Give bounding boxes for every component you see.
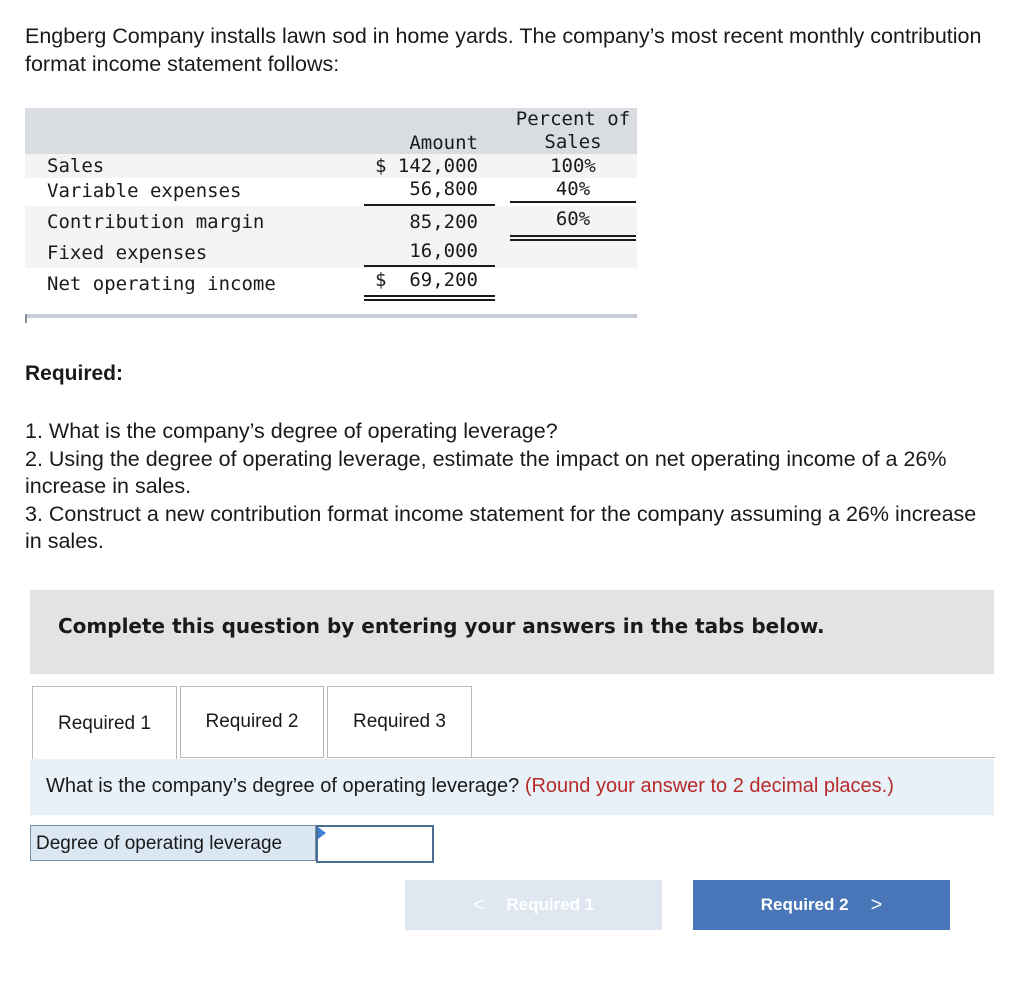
required-item-3: 3. Construct a new contribution format income statement for the company assuming a 26% increase in sales.	[25, 501, 977, 553]
next-button-label: Required 2	[760, 895, 849, 914]
problem-intro: Engberg Company installs lawn sod in home yards. The company’s most recent monthly contribution format income statement follows:	[25, 24, 982, 76]
tab-required-1[interactable]: Required 1	[32, 686, 177, 761]
required-item-2: 2. Using the degree of operating leverage, estimate the impact on net operating income of a 26% increase in sales.	[25, 446, 947, 498]
percent-header-line2: Sales	[544, 131, 602, 153]
instruction-banner	[30, 590, 994, 674]
total-double-rule	[364, 299, 495, 301]
amount-header: Amount	[409, 132, 478, 154]
subtotal-rule	[510, 201, 636, 203]
row-amount-contribution-margin: 85,200	[409, 211, 478, 233]
percent-header-line1: Percent of	[515, 108, 631, 130]
row-label-variable-expenses: Variable expenses	[47, 180, 242, 202]
row-label-net-operating-income: Net operating income	[47, 273, 276, 295]
row-percent-contribution-margin: 60%	[555, 208, 591, 230]
chevron-left-icon: <	[472, 893, 485, 916]
row-amount-variable-expenses: 56,800	[409, 178, 478, 200]
required-item-1: 1. What is the company’s degree of operating leverage?	[25, 419, 558, 443]
row-amount-fixed-expenses: 16,000	[409, 240, 478, 262]
income-statement-table	[25, 108, 637, 323]
total-double-rule	[510, 235, 636, 237]
rounding-hint: (Round your answer to 2 decimal places.)	[524, 775, 894, 797]
prev-required-button[interactable]	[405, 880, 662, 930]
row-label-fixed-expenses: Fixed expenses	[47, 242, 208, 264]
input-corner-marker-icon	[318, 827, 326, 839]
prev-button-label: Required 1	[506, 895, 595, 914]
next-required-button[interactable]	[693, 880, 950, 930]
subtotal-rule	[364, 204, 495, 206]
tab-required-2[interactable]: Required 2	[180, 686, 324, 758]
row-amount-sales: $ 142,000	[375, 155, 478, 177]
tab-required-3[interactable]: Required 3	[327, 686, 472, 758]
row-amount-net-operating-income: $ 69,200	[375, 269, 478, 291]
required-list	[25, 418, 995, 556]
table-bottom-border	[25, 314, 637, 318]
row-label-sales: Sales	[47, 155, 105, 177]
tab-strip-rule	[471, 757, 995, 758]
table-bottom-border	[25, 314, 27, 323]
required-heading: Required:	[25, 362, 124, 385]
instruction-text: Complete this question by entering your answers in the tabs below.	[58, 614, 825, 638]
question-text: What is the company’s degree of operating leverage?	[46, 775, 520, 797]
row-label-contribution-margin: Contribution margin	[47, 211, 265, 233]
total-double-rule	[364, 295, 495, 297]
question-line	[46, 775, 894, 798]
row-percent-variable-expenses: 40%	[555, 178, 591, 200]
subtotal-rule	[364, 265, 495, 267]
degree-of-operating-leverage-label: Degree of operating leverage	[30, 825, 316, 861]
row-percent-sales: 100%	[550, 155, 596, 177]
degree-of-operating-leverage-input[interactable]	[316, 825, 434, 863]
question-band	[30, 759, 994, 815]
chevron-right-icon: >	[870, 893, 883, 916]
total-double-rule	[510, 239, 636, 241]
